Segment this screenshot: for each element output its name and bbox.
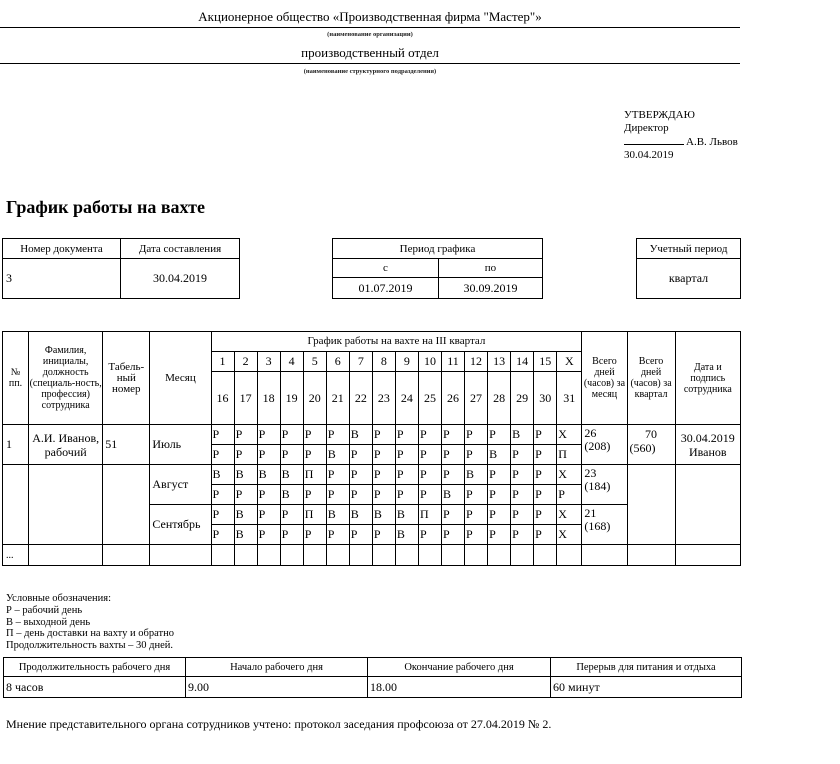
day-header-bottom: 18: [257, 372, 280, 425]
doc-number-label: Номер документа: [3, 239, 121, 259]
day-cell: В: [372, 505, 395, 525]
day-header-top: 8: [372, 352, 395, 372]
day-cell: Р: [418, 465, 441, 485]
employee-tab-num: 51: [103, 425, 150, 465]
day-cell: Р: [418, 525, 441, 545]
day-cell: Р: [441, 445, 464, 465]
day-cell: Х: [557, 425, 582, 445]
day-cell: В: [280, 485, 303, 505]
empty-cell: [582, 545, 627, 566]
day-cell: В: [257, 465, 280, 485]
shift-duration: Продолжительность вахты – 30 дней.: [6, 640, 174, 652]
day-cell: Р: [465, 485, 488, 505]
day-cell: В: [326, 505, 349, 525]
day-cell: В: [280, 465, 303, 485]
day-cell: П: [557, 445, 582, 465]
legend: [6, 593, 174, 652]
doc-info-table: [2, 238, 240, 299]
day-header-top: 4: [280, 352, 303, 372]
day-cell: Р: [257, 525, 280, 545]
day-cell: В: [211, 465, 234, 485]
doc-number: 3: [3, 259, 121, 299]
table-row-ellipsis: [3, 545, 741, 566]
day-cell: Р: [511, 445, 534, 465]
workday-end-value: 18.00: [368, 677, 551, 698]
approval-position: Директор: [624, 121, 669, 134]
col-total-month-header: Всего дней (часов) за месяц: [582, 332, 627, 425]
day-cell: Р: [326, 425, 349, 445]
month-name: Август: [150, 465, 211, 505]
workday-start-value: 9.00: [186, 677, 368, 698]
legend-item-travel: П – день доставки на вахту и обратно: [6, 628, 174, 640]
day-cell: Х: [557, 505, 582, 525]
break-header: Перерыв для питания и отдыха: [551, 658, 742, 677]
month-total-days: 26: [584, 426, 597, 440]
table-row: [3, 465, 741, 485]
day-header-bottom: 19: [280, 372, 303, 425]
day-cell: В: [441, 485, 464, 505]
day-cell: Р: [349, 465, 372, 485]
day-header-bottom: 31: [557, 372, 582, 425]
day-cell: Р: [488, 425, 511, 445]
col-month-header: Месяц: [150, 332, 211, 425]
day-cell: Р: [257, 425, 280, 445]
day-header-top: 2: [234, 352, 257, 372]
day-cell: П: [418, 505, 441, 525]
col-total-quarter-header: Всего дней (часов) за квартал: [627, 332, 675, 425]
day-header-bottom: 17: [234, 372, 257, 425]
month-total-days: 23: [584, 466, 597, 480]
signature-name: Иванов: [689, 444, 727, 459]
day-cell: В: [395, 525, 418, 545]
day-header-bottom: 26: [441, 372, 464, 425]
day-cell: Р: [534, 485, 557, 505]
day-cell: Р: [557, 485, 582, 505]
working-hours-table: [3, 657, 742, 698]
day-cell: Р: [511, 505, 534, 525]
empty-cell: [234, 545, 257, 566]
day-header-top: 10: [418, 352, 441, 372]
union-note: Мнение представительного органа сотрудников учтено: протокол заседания профсоюза от 27.04.2019 № 2.: [6, 717, 552, 731]
empty-cell: [441, 545, 464, 566]
day-header-bottom: 30: [534, 372, 557, 425]
day-cell: Р: [234, 485, 257, 505]
day-cell: Р: [511, 485, 534, 505]
empty-cell: [303, 545, 326, 566]
col-signature-header: Дата и подпись сотрудника: [675, 332, 740, 425]
schedule-group-header: График работы на вахте на III квартал: [211, 332, 582, 352]
day-cell: Р: [488, 505, 511, 525]
approval-stamp: УТВЕРЖДАЮ: [624, 109, 695, 121]
day-cell: Р: [441, 525, 464, 545]
empty-cell: [395, 545, 418, 566]
signature-date: 30.04.2019: [680, 430, 735, 445]
day-cell: Р: [303, 485, 326, 505]
day-cell: Р: [234, 425, 257, 445]
day-cell: Р: [441, 505, 464, 525]
day-header-bottom: 21: [326, 372, 349, 425]
day-cell: Р: [372, 485, 395, 505]
day-cell: Р: [465, 445, 488, 465]
day-cell: Р: [418, 485, 441, 505]
month-total-hours: (184): [584, 479, 611, 493]
day-cell: Р: [465, 425, 488, 445]
day-header-bottom: 25: [418, 372, 441, 425]
day-cell: Р: [280, 425, 303, 445]
empty-cell: [465, 545, 488, 566]
empty-cell: [511, 545, 534, 566]
empty-cell: [534, 545, 557, 566]
day-cell: Р: [418, 445, 441, 465]
day-header-top: 15: [534, 352, 557, 372]
day-header-top: 6: [326, 352, 349, 372]
ellipsis-cell: ...: [3, 545, 29, 566]
organization-underline: [0, 27, 740, 28]
day-cell: В: [349, 505, 372, 525]
day-cell: Р: [372, 465, 395, 485]
schedule-table: [2, 331, 741, 566]
day-cell: Р: [326, 465, 349, 485]
day-cell: В: [349, 425, 372, 445]
day-cell: Р: [372, 525, 395, 545]
day-cell: Р: [211, 505, 234, 525]
day-cell: Р: [418, 425, 441, 445]
empty-cell: [418, 545, 441, 566]
day-cell: Р: [465, 505, 488, 525]
quarter-total-hours: (560): [629, 441, 656, 455]
empty-cell: [103, 545, 150, 566]
day-cell: Р: [395, 445, 418, 465]
day-cell: Р: [395, 485, 418, 505]
day-header-top: 9: [395, 352, 418, 372]
day-header-top: 7: [349, 352, 372, 372]
day-cell: Р: [534, 505, 557, 525]
day-cell: Р: [303, 425, 326, 445]
period-label: Период графика: [333, 239, 543, 259]
day-header-top: 14: [511, 352, 534, 372]
legend-title: Условные обозначения:: [6, 593, 112, 604]
day-cell: В: [234, 525, 257, 545]
day-cell: П: [303, 465, 326, 485]
day-cell: Р: [349, 525, 372, 545]
day-header-top: 3: [257, 352, 280, 372]
workday-length-value: 8 часов: [4, 677, 186, 698]
period-to: 30.09.2019: [439, 278, 543, 299]
empty-cell: [211, 545, 234, 566]
empty-quarter: [627, 465, 675, 545]
day-cell: В: [234, 465, 257, 485]
day-header-bottom: 29: [511, 372, 534, 425]
empty-cell: [372, 545, 395, 566]
day-header-top: 13: [488, 352, 511, 372]
day-cell: В: [488, 445, 511, 465]
quarter-total-days: 70: [645, 427, 658, 441]
day-header-top: 1: [211, 352, 234, 372]
day-header-top: X: [557, 352, 582, 372]
empty-cell: [280, 545, 303, 566]
day-cell: Р: [303, 525, 326, 545]
day-header-bottom: 24: [395, 372, 418, 425]
month-total-days: 21: [584, 506, 597, 520]
department-caption: (наименование структурного подразделения): [303, 68, 437, 75]
approval-block: [624, 109, 738, 161]
day-cell: Р: [465, 525, 488, 545]
day-cell: Р: [280, 505, 303, 525]
quarter-total: [627, 425, 675, 465]
period-from-label: с: [333, 259, 439, 278]
doc-date: 30.04.2019: [121, 259, 240, 299]
day-cell: Р: [534, 445, 557, 465]
period-from: 01.07.2019: [333, 278, 439, 299]
month-total-hours: (208): [584, 439, 611, 453]
period-table: [332, 238, 543, 299]
month-total: [582, 465, 627, 505]
day-header-top: 11: [441, 352, 464, 372]
month-total: [582, 505, 627, 545]
empty-name: [29, 465, 103, 545]
month-name: Июль: [150, 425, 211, 465]
day-header-top: 12: [465, 352, 488, 372]
day-cell: Р: [326, 525, 349, 545]
empty-cell: [150, 545, 211, 566]
empty-signature: [675, 465, 740, 545]
day-cell: Р: [534, 525, 557, 545]
day-header-bottom: 20: [303, 372, 326, 425]
day-cell: Р: [234, 445, 257, 465]
employee-signature: [675, 425, 740, 465]
day-cell: П: [303, 505, 326, 525]
empty-cell: [349, 545, 372, 566]
workday-length-header: Продолжительность рабочего дня: [4, 658, 186, 677]
month-total: [582, 425, 627, 465]
day-cell: Р: [395, 465, 418, 485]
day-cell: Х: [557, 525, 582, 545]
day-cell: Р: [511, 525, 534, 545]
day-header-bottom: 23: [372, 372, 395, 425]
day-cell: Р: [257, 485, 280, 505]
approval-date: 30.04.2019: [624, 148, 674, 161]
day-cell: Р: [488, 525, 511, 545]
workday-start-header: Начало рабочего дня: [186, 658, 368, 677]
day-cell: В: [326, 445, 349, 465]
day-cell: Р: [511, 465, 534, 485]
col-employee-header: Фамилия, инициалы, должность (специаль-ность, профессия) сотрудника: [29, 332, 103, 425]
day-cell: Р: [395, 425, 418, 445]
day-cell: Р: [488, 465, 511, 485]
page-title: График работы на вахте: [6, 197, 205, 217]
legend-item-work: Р – рабочий день: [6, 604, 83, 616]
empty-num: [3, 465, 29, 545]
accounting-period-table: [636, 238, 741, 299]
day-cell: Р: [257, 445, 280, 465]
accounting-period-value: квартал: [637, 259, 741, 299]
empty-cell: [557, 545, 582, 566]
day-cell: Р: [303, 445, 326, 465]
period-to-label: по: [439, 259, 543, 278]
day-cell: Р: [534, 425, 557, 445]
day-cell: Р: [280, 525, 303, 545]
department-name: производственный отдел: [301, 45, 439, 60]
day-cell: Р: [534, 465, 557, 485]
empty-cell: [29, 545, 103, 566]
day-cell: Р: [372, 445, 395, 465]
day-cell: Р: [211, 485, 234, 505]
empty-cell: [675, 545, 740, 566]
day-cell: В: [465, 465, 488, 485]
day-cell: В: [234, 505, 257, 525]
day-header-bottom: 16: [211, 372, 234, 425]
day-header-bottom: 22: [349, 372, 372, 425]
organization-caption: (наименование организации): [327, 31, 413, 38]
day-cell: Р: [326, 485, 349, 505]
day-cell: Р: [211, 445, 234, 465]
day-header-bottom: 27: [465, 372, 488, 425]
signature-line: [624, 134, 684, 145]
day-cell: Р: [349, 445, 372, 465]
col-tab-num-header: Табель-ный номер: [103, 332, 150, 425]
day-cell: Р: [441, 465, 464, 485]
legend-item-dayoff: В – выходной день: [6, 616, 91, 628]
day-cell: Р: [211, 525, 234, 545]
employee-name: А.И. Иванов, рабочий: [29, 425, 103, 465]
day-cell: Р: [257, 505, 280, 525]
organization-name: Акционерное общество «Производственная фирма "Мастер"»: [198, 9, 542, 24]
month-name: Сентябрь: [150, 505, 211, 545]
day-header-bottom: 28: [488, 372, 511, 425]
day-cell: В: [395, 505, 418, 525]
empty-cell: [627, 545, 675, 566]
day-cell: Р: [211, 425, 234, 445]
day-cell: Р: [372, 425, 395, 445]
empty-cell: [257, 545, 280, 566]
approval-name: А.В. Львов: [686, 136, 738, 148]
doc-date-label: Дата составления: [121, 239, 240, 259]
day-cell: В: [511, 425, 534, 445]
day-cell: Р: [488, 485, 511, 505]
empty-tab: [103, 465, 150, 545]
day-header-top: 5: [303, 352, 326, 372]
break-value: 60 минут: [551, 677, 742, 698]
day-cell: Р: [441, 425, 464, 445]
day-cell: Р: [349, 485, 372, 505]
empty-cell: [488, 545, 511, 566]
empty-cell: [326, 545, 349, 566]
accounting-period-label: Учетный период: [637, 239, 741, 259]
day-cell: Р: [280, 445, 303, 465]
department-underline: [0, 63, 740, 64]
table-row: [3, 425, 741, 445]
col-num-header: № пп.: [3, 332, 29, 425]
employee-num: 1: [3, 425, 29, 465]
month-total-hours: (168): [584, 519, 611, 533]
day-cell: Х: [557, 465, 582, 485]
workday-end-header: Окончание рабочего дня: [368, 658, 551, 677]
